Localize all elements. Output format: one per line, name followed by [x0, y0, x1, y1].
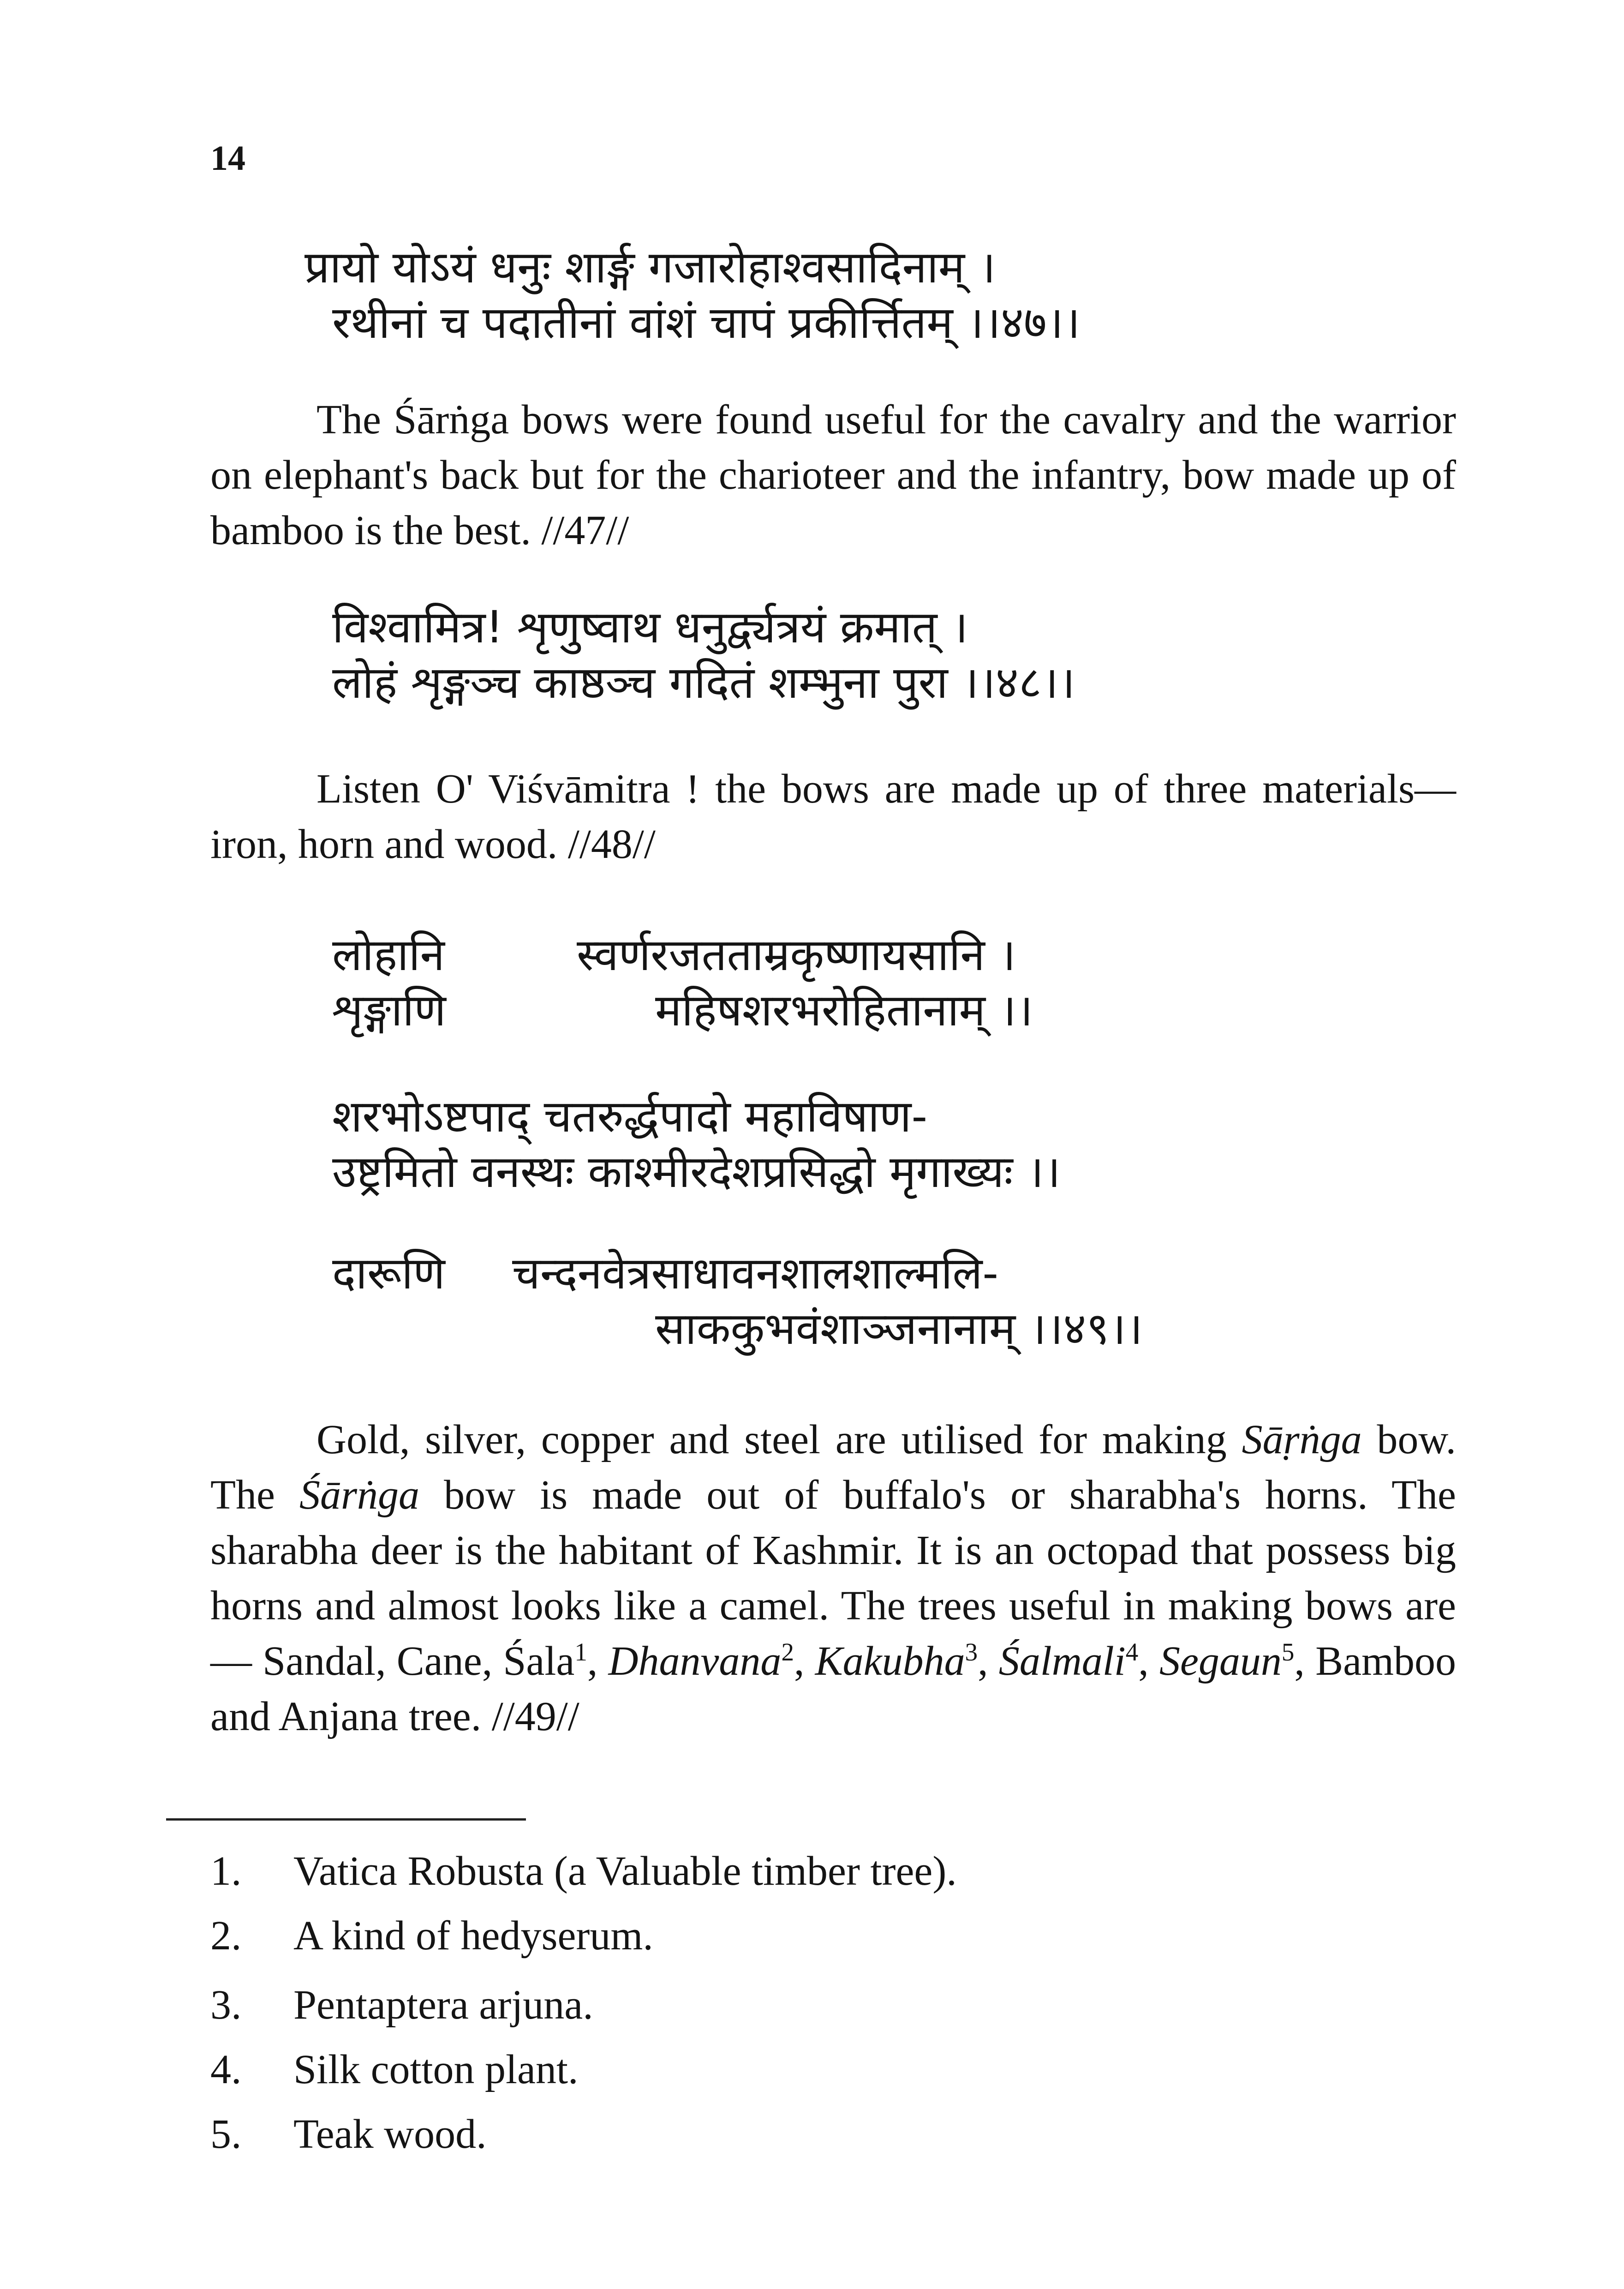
translation-47-text: The Śārṅga bows were found useful for the cavalry and the warrior on elephant's back but for the charioteer and the infantry, bow made up of bamboo is the best. //47//	[210, 397, 1456, 553]
t49-sarnga-2: Śārṅga	[299, 1472, 420, 1518]
verse-49-line-2-text: महिषशरभरोहितानाम् ।।	[655, 984, 1033, 1036]
footnote-ref-5: 5	[1281, 1638, 1295, 1666]
footnote-3	[210, 1980, 593, 2031]
footnote-1-text: Vatica Robusta (a Valuable timber tree).	[293, 1848, 957, 1894]
verse-49-line-6: साककुभवंशाञ्जनानाम् ।।४९।।	[655, 1303, 1143, 1354]
verse-49-line-2-label: शृङ्गाणि	[332, 984, 446, 1036]
footnote-2	[210, 1911, 653, 1961]
t49-s2d: bow is made out of buffalo's or sharabha's horns. The sharabha deer is the habitant of Kashmir. It is an octopad that possess big horns and almost looks like a camel. The trees useful in making bows are— Sandal, Cane, Śala	[210, 1472, 1456, 1684]
t49-s3: ,	[587, 1638, 609, 1684]
footnote-4-text: Silk cotton plant.	[293, 2047, 579, 2092]
footnote-divider	[166, 1818, 526, 1821]
footnote-ref-1: 1	[574, 1638, 587, 1666]
translation-48-text: Listen O' Viśvāmitra ! the bows are made up of three materials—iron, horn and wood. //48//	[210, 766, 1456, 867]
t49-s4: ,	[794, 1638, 815, 1684]
verse-49-line-1-label: लोहानि	[332, 929, 445, 981]
t49-s2b: bow. The	[210, 1417, 1456, 1518]
footnote-3-text: Pentaptera arjuna.	[293, 1982, 593, 2028]
t49-salmali: Śalmali	[998, 1638, 1126, 1684]
translation-47	[210, 392, 1456, 558]
t49-kakubha: Kakubha	[815, 1638, 965, 1684]
t49-s7: , Bamboo and Anjana tree. //49//	[210, 1638, 1457, 1739]
verse-49-line-5-text: चन्दनवेत्रसाधावनशालशाल्मलि-	[512, 1247, 999, 1299]
t49-s6: ,	[1138, 1638, 1159, 1684]
footnote-2-num: 2.	[210, 1913, 242, 1959]
page-number: 14	[210, 139, 245, 178]
footnote-5	[210, 2109, 487, 2160]
translation-49	[210, 1412, 1456, 1744]
verse-48-line-2: लोहं शृङ्गञ्च काष्ठञ्च गदितं शम्भुना पुरा ।।४८।।	[332, 657, 1075, 708]
verse-49-line-1-text: स्वर्णरजतताम्रकृष्णायसानि ।	[577, 929, 1016, 981]
verse-48-line-1: विश्वामित्र! शृणुष्वाथ धनुर्द्व्यत्रयं क्रमात् ।	[332, 601, 968, 653]
verse-47-line-1: प्रायो योऽयं धनुः शार्ङ्ग गजारोहाश्वसादिनाम् ।	[304, 241, 996, 293]
verse-47-line-2: रथीनां च पदातीनां वांशं चापं प्रकीर्त्तितम् ।।४७।।	[332, 297, 1081, 348]
footnote-ref-4: 4	[1125, 1638, 1139, 1666]
verse-49-line-3: शरभोऽष्टपाद् चतरुर्द्धपादो महाविषाण-	[332, 1091, 928, 1142]
verse-49-line-4: उष्ट्रमितो वनस्थः काश्मीरदेशप्रसिद्धो मृगाख्यः ।।	[332, 1146, 1061, 1198]
footnote-1-num: 1.	[210, 1848, 242, 1894]
footnote-5-num: 5.	[210, 2111, 242, 2157]
footnote-2-text: A kind of hedyserum.	[293, 1913, 653, 1959]
verse-49-line-5-label: दारूणि	[332, 1247, 445, 1299]
footnote-5-text: Teak wood.	[293, 2111, 487, 2157]
translation-48	[210, 761, 1456, 872]
footnote-4-num: 4.	[210, 2047, 242, 2092]
t49-s1: Gold, silver, copper and steel are utilised for making	[316, 1417, 1227, 1462]
t49-dhanvana: Dhanvana	[608, 1638, 782, 1684]
footnote-ref-2: 2	[781, 1638, 794, 1666]
footnote-4	[210, 2044, 578, 2095]
footnote-3-num: 3.	[210, 1982, 242, 2028]
footnote-ref-3: 3	[965, 1638, 978, 1666]
t49-s5: ,	[978, 1638, 999, 1684]
t49-sarnga-1: Sāṛṅga	[1242, 1417, 1362, 1462]
footnote-1	[210, 1846, 957, 1897]
t49-segaun: Segaun	[1159, 1638, 1282, 1684]
